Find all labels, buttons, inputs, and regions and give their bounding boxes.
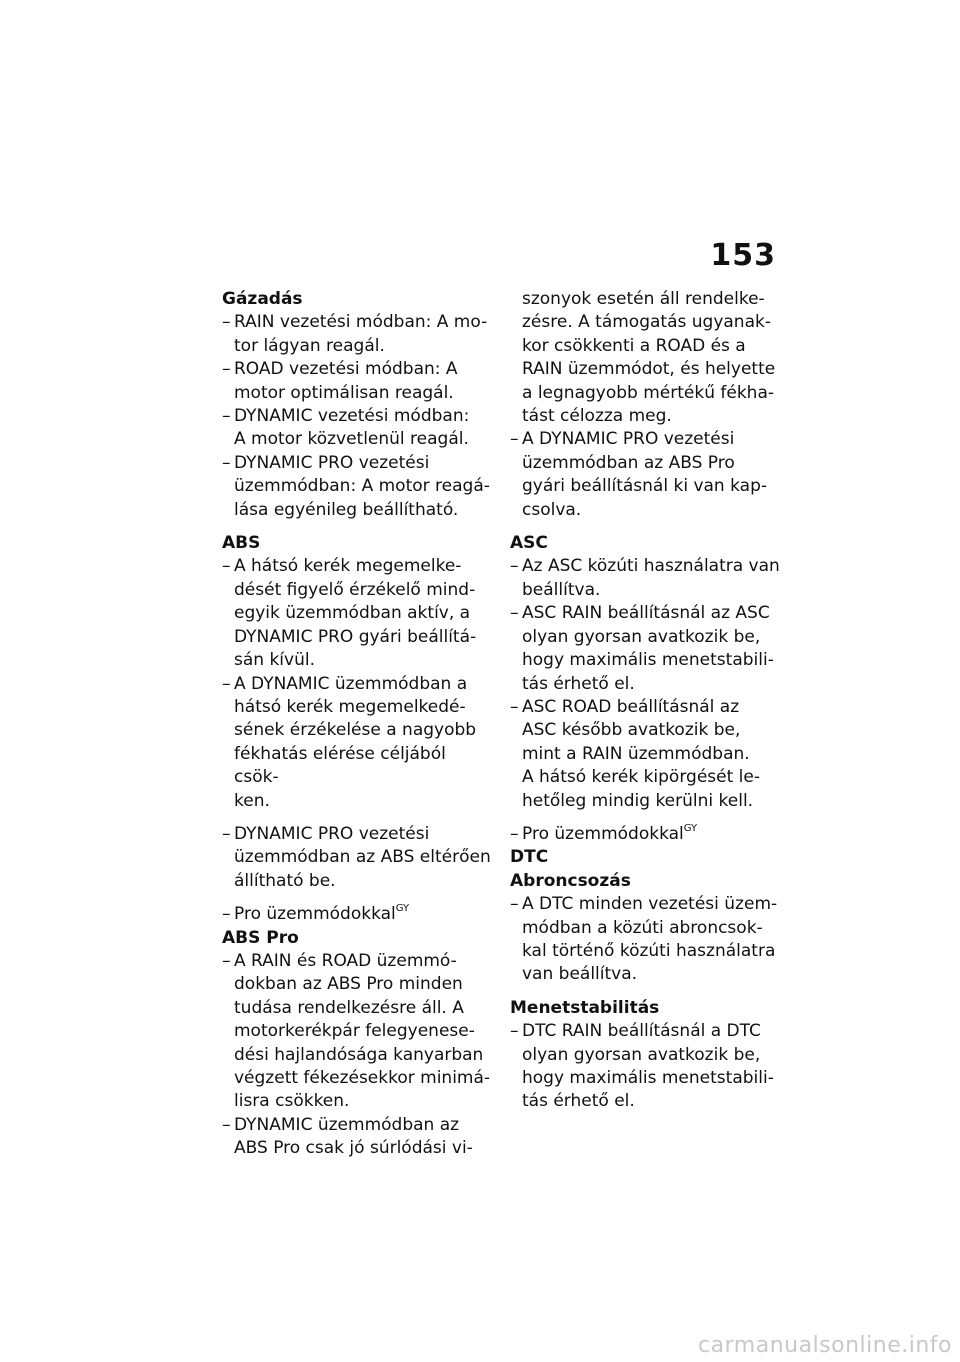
menet-list: [510, 1020, 782, 1114]
text-line: zésre. A támogatás ugyanak-: [522, 312, 771, 333]
dash: –: [510, 696, 519, 717]
dash: –: [510, 429, 519, 450]
list-item-line: állítható be.: [234, 870, 336, 891]
right-column: [510, 288, 782, 1114]
continuation-text: [510, 288, 782, 428]
dash: –: [222, 556, 231, 577]
list-item: [222, 673, 494, 813]
list-item-line: A hátsó kerék megemelke-: [234, 556, 462, 577]
left-column: [222, 288, 494, 1161]
list-item-line: hogy maximális menetstabili-: [522, 1068, 774, 1088]
list-item-line: tudása rendelkezésre áll. A: [234, 997, 464, 1018]
list-item: [222, 950, 494, 1114]
list-item-line: sán kívül.: [234, 650, 315, 671]
list-item-line: ASC később avatkozik be,: [522, 720, 741, 741]
asc-list: [510, 555, 782, 812]
text-line: tást célozza meg.: [522, 406, 672, 427]
text-line: kor csökkenti a ROAD és a: [522, 335, 746, 356]
list-item-line: Az ASC közúti használatra van: [522, 556, 780, 577]
list-item-line: van beállítva.: [522, 964, 638, 985]
dash: –: [222, 1114, 231, 1135]
list-item-line: mint a RAIN üzemmódban.: [522, 743, 750, 764]
list-item: [510, 696, 782, 813]
list-item: [510, 602, 782, 696]
list-item-line: A motor közvetlenül reagál.: [234, 429, 469, 450]
list-item-line: olyan gyorsan avatkozik be,: [522, 1044, 761, 1065]
list-item-line: A RAIN és ROAD üzemmó-: [234, 950, 457, 971]
list-item-line: lisra csökken.: [234, 1091, 350, 1112]
dash: –: [222, 673, 231, 694]
list-item-line: A DYNAMIC PRO vezetési: [522, 429, 735, 450]
abroncs-list: [510, 893, 782, 987]
pro-sup: GY: [683, 822, 698, 834]
list-item-line: motorkerékpár felegyenese-: [234, 1021, 475, 1042]
list-item: [222, 452, 494, 522]
list-item: [510, 428, 782, 522]
dash: –: [222, 823, 231, 844]
list-item-line: ken.: [234, 790, 270, 811]
list-item-line: RAIN vezetési módban: A mo-: [234, 312, 488, 333]
dash: –: [222, 452, 231, 473]
heading-menetstabilitas: Menetstabilitás: [510, 997, 660, 1018]
page-number: 153: [710, 238, 776, 273]
watermark: carmanualsonline.info: [698, 1333, 952, 1358]
pro-label: Pro üzemmódokkal: [234, 904, 396, 925]
list-item-line: kal történő közúti használatra: [522, 940, 776, 961]
list-item: [222, 1114, 494, 1161]
list-item: [222, 555, 494, 672]
dash: –: [222, 312, 231, 333]
list-item-line: A DYNAMIC üzemmódban a: [234, 673, 468, 694]
pro-note: [222, 903, 494, 926]
dash: –: [510, 556, 519, 577]
dash: –: [222, 406, 231, 427]
list-item-line: végzett fékezésekkor minimá-: [234, 1068, 491, 1088]
list-item-line: DYNAMIC PRO gyári beállítá-: [234, 626, 477, 647]
list-item-line: dokban az ABS Pro minden: [234, 974, 463, 995]
continuation-item: [510, 428, 782, 522]
dash: –: [510, 894, 519, 915]
gazadas-list: [222, 311, 494, 522]
abs-pro-list: [222, 950, 494, 1161]
pro-note-right: [510, 823, 782, 846]
list-item-line: egyik üzemmódban aktív, a: [234, 603, 471, 624]
list-item-line: ROAD vezetési módban: A: [234, 359, 458, 380]
list-item-line: hátsó kerék megemelkedé-: [234, 696, 466, 717]
list-item-line: lása egyénileg beállítható.: [234, 499, 459, 520]
heading-abs: ABS: [222, 533, 261, 554]
dash: –: [510, 823, 519, 844]
heading-dtc: DTC: [510, 847, 549, 868]
list-item: [222, 358, 494, 405]
list-item-line: hetőleg mindig kerülni kell.: [522, 790, 754, 811]
list-item-line: DYNAMIC vezetési módban:: [234, 406, 470, 427]
list-item-line: ASC RAIN beállításnál az ASC: [522, 603, 770, 624]
dash: –: [510, 1021, 519, 1042]
list-item: [222, 823, 494, 893]
heading-asc: ASC: [510, 533, 548, 554]
text-line: szonyok esetén áll rendelke-: [522, 289, 765, 309]
text-line: RAIN üzemmódot, és helyette: [522, 359, 776, 380]
list-item-line: olyan gyorsan avatkozik be,: [522, 626, 761, 647]
list-item-line: DYNAMIC PRO vezetési: [234, 823, 430, 844]
list-item: [510, 555, 782, 602]
heading-abs-pro: ABS Pro: [222, 927, 299, 948]
list-item-line: ASC ROAD beállításnál az: [522, 696, 740, 717]
dash: –: [222, 359, 231, 380]
list-item-line: tor lágyan reagál.: [234, 335, 385, 356]
abs-list: [222, 555, 494, 812]
list-item-line: A DTC minden vezetési üzem-: [522, 894, 778, 915]
list-item-line: DYNAMIC üzemmódban az: [234, 1114, 460, 1135]
list-item-line: ABS Pro csak jó súrlódási vi-: [234, 1138, 473, 1159]
list-item: [222, 311, 494, 358]
list-item: [510, 1020, 782, 1114]
heading-gazadas: Gázadás: [222, 289, 303, 309]
list-item-line: A hátsó kerék kipörgését le-: [522, 767, 760, 788]
list-item-line: dési hajlandósága kanyarban: [234, 1044, 484, 1065]
pro-sup: GY: [395, 903, 410, 915]
heading-abroncsozas: Abroncsozás: [510, 870, 631, 891]
list-item-line: beállítva.: [522, 579, 601, 600]
list-item-line: dését figyelő érzékelő mind-: [234, 579, 476, 600]
dash: –: [222, 950, 231, 971]
list-item-line: tás érhető el.: [522, 1091, 635, 1112]
list-item-line: módban a közúti abroncsok-: [522, 917, 763, 938]
list-item-line: csolva.: [522, 499, 582, 520]
list-item-line: hogy maximális menetstabili-: [522, 650, 774, 671]
dash: –: [510, 603, 519, 624]
text-line: a legnagyobb mértékű fékha-: [522, 382, 774, 403]
list-item-line: DTC RAIN beállításnál a DTC: [522, 1021, 761, 1042]
list-item-line: fékhatás elérése céljából csök-: [234, 743, 446, 788]
pro-label: Pro üzemmódokkal: [522, 823, 684, 844]
list-item-line: gyári beállításnál ki van kap-: [522, 476, 767, 497]
list-item-line: DYNAMIC PRO vezetési: [234, 452, 430, 473]
list-item: [510, 893, 782, 987]
list-item-line: üzemmódban: A motor reagá-: [234, 476, 490, 497]
list-item-line: üzemmódban az ABS eltérően: [234, 847, 491, 868]
list-item-line: üzemmódban az ABS Pro: [522, 452, 735, 473]
list-item-line: motor optimálisan reagál.: [234, 382, 454, 403]
list-item: [222, 405, 494, 452]
list-item-line: tás érhető el.: [522, 673, 635, 694]
dash: –: [222, 904, 231, 925]
list-item-line: sének érzékelése a nagyobb: [234, 720, 477, 741]
abs-list-extra: [222, 823, 494, 893]
